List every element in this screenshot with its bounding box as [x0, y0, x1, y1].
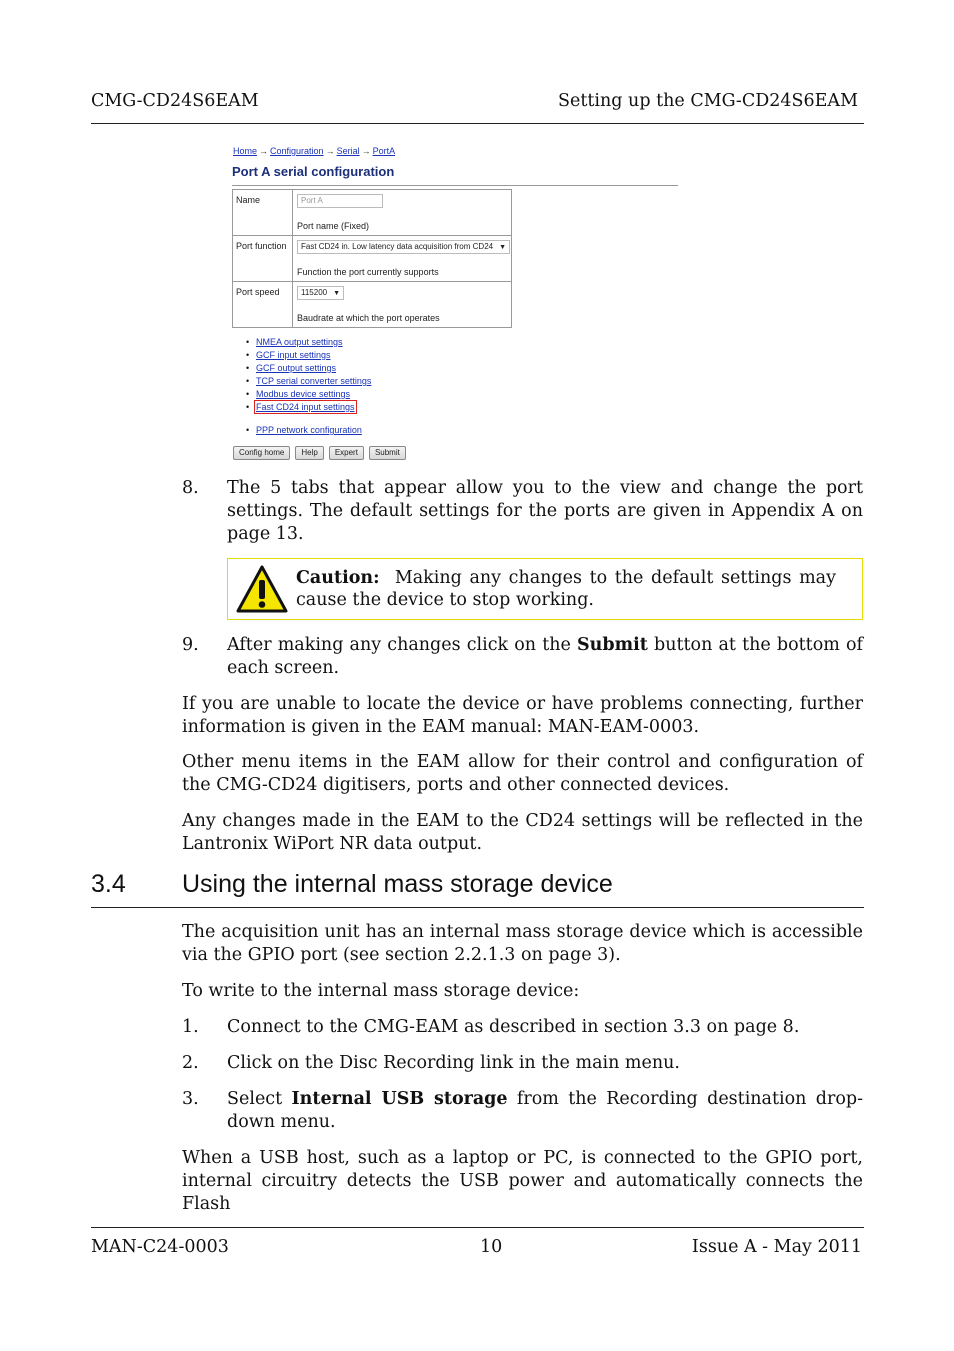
chevron-down-icon: ▼ [333, 290, 341, 297]
field-help-port-speed: Baudrate at which the port operates [297, 313, 440, 323]
link-ppp-network[interactable]: PPP network configuration [256, 425, 362, 435]
step-text: Connect to the CMG-EAM as described in section 3.3 on page 8. [227, 1017, 800, 1037]
chevron-down-icon: ▼ [499, 244, 507, 251]
link-nmea-output[interactable]: NMEA output settings [256, 337, 343, 347]
step-number: 9. [182, 635, 199, 655]
list-item [246, 362, 371, 375]
section-title: Using the internal mass storage device [182, 870, 613, 898]
field-label-port-speed: Port speed [236, 287, 280, 297]
title-divider [232, 185, 678, 186]
list-item [246, 336, 371, 349]
expert-button[interactable]: Expert [329, 446, 364, 460]
list-item [246, 388, 371, 401]
step-text-part: Select [227, 1089, 292, 1109]
breadcrumb-configuration[interactable]: Configuration [270, 146, 324, 156]
list-item [246, 424, 371, 437]
step-number: 3. [182, 1089, 199, 1109]
submit-term: Submit [577, 635, 648, 655]
table-row [233, 190, 511, 235]
breadcrumb-arrow-icon: → [325, 146, 335, 156]
column-divider [292, 236, 293, 281]
breadcrumb-arrow-icon: → [259, 146, 269, 156]
header-doc-id: CMG-CD24S6EAM [91, 91, 259, 111]
paragraph: The acquisition unit has an internal mass storage device which is accessible via the GPIO port (see section 2.2.1.3 on page 3). [182, 922, 863, 965]
port-config-screenshot [229, 144, 681, 464]
paragraph: Any changes made in the EAM to the CD24 settings will be reflected in the Lantronix WiPort NR data output. [182, 811, 863, 854]
footer-issue: Issue A - May 2011 [691, 1237, 862, 1257]
port-name-input[interactable]: Port A [297, 194, 383, 208]
config-home-button[interactable]: Config home [233, 446, 290, 460]
port-speed-select[interactable] [297, 286, 344, 300]
step-text-part: button at the bottom of each screen. [227, 635, 863, 678]
list-item [246, 401, 371, 414]
step-text [227, 1088, 863, 1134]
paragraph: To write to the internal mass storage device: [182, 981, 580, 1001]
step-number: 8. [182, 478, 199, 498]
step-number: 2. [182, 1053, 199, 1073]
warning-triangle-icon [236, 565, 288, 613]
link-modbus-device[interactable]: Modbus device settings [256, 389, 351, 399]
table-row [233, 235, 511, 281]
list-item [246, 349, 371, 362]
caution-text [296, 567, 836, 611]
breadcrumb [233, 146, 395, 156]
settings-table [232, 189, 512, 328]
header-rule [91, 123, 864, 124]
link-fast-cd24-input[interactable]: Fast CD24 input settings [256, 402, 355, 412]
list-item [246, 375, 371, 388]
button-bar [233, 446, 406, 460]
column-divider [292, 282, 293, 327]
breadcrumb-arrow-icon: → [361, 146, 371, 156]
help-button[interactable]: Help [295, 446, 323, 460]
port-function-value: Fast CD24 in. Low latency data acquisition from CD24 [301, 242, 494, 251]
settings-links [246, 336, 371, 437]
link-tcp-serial-converter[interactable]: TCP serial converter settings [256, 376, 372, 386]
step-text [227, 634, 863, 680]
section-rule [91, 907, 864, 908]
header-chapter-title: Setting up the CMG-CD24S6EAM [558, 91, 858, 111]
step-text-part: After making any changes click on the [227, 635, 578, 655]
column-divider [292, 190, 293, 235]
caution-label: Caution: [296, 568, 380, 588]
step-number: 1. [182, 1017, 199, 1037]
internal-usb-storage-term: Internal USB storage [291, 1089, 508, 1109]
breadcrumb-serial[interactable]: Serial [336, 146, 360, 156]
footer-rule [91, 1227, 864, 1228]
step-text: Click on the Disc Recording link in the main menu. [227, 1053, 680, 1073]
link-gcf-input[interactable]: GCF input settings [256, 350, 331, 360]
paragraph: If you are unable to locate the device or have problems connecting, further information is given in the EAM manual: MAN-EAM-0003. [182, 694, 863, 737]
field-help-port-function: Function the port currently supports [297, 267, 439, 277]
field-label-name: Name [236, 195, 261, 205]
port-speed-value: 115200 [301, 288, 328, 297]
section-number: 3.4 [91, 870, 126, 898]
step-text: The 5 tabs that appear allow you to the view and change the port settings. The default settings for the ports are given in Appendix A on page 13. [227, 478, 863, 544]
caution-message: Making any changes to the default settings may cause the device to stop working. [296, 568, 836, 610]
page-number: 10 [480, 1237, 503, 1257]
breadcrumb-home[interactable]: Home [233, 146, 258, 156]
port-function-select[interactable] [297, 240, 510, 254]
breadcrumb-porta[interactable]: PortA [372, 146, 396, 156]
paragraph: When a USB host, such as a laptop or PC, is connected to the GPIO port, internal circuitry detects the USB power and automatically connects the Flash [182, 1148, 863, 1214]
paragraph: Other menu items in the EAM allow for their control and configuration of the CMG-CD24 digitisers, ports and other connected devices. [182, 752, 863, 795]
caution-box [227, 558, 863, 620]
footer-doc-id: MAN-C24-0003 [91, 1237, 229, 1257]
field-help-name: Port name (Fixed) [297, 221, 370, 231]
link-gcf-output[interactable]: GCF output settings [256, 363, 337, 373]
field-label-port-function: Port function [236, 241, 287, 251]
step-text-part: from the Recording destination drop-down menu. [227, 1089, 863, 1132]
table-row [233, 281, 511, 327]
submit-button[interactable]: Submit [369, 446, 406, 460]
page-title: Port A serial configuration [232, 164, 395, 179]
